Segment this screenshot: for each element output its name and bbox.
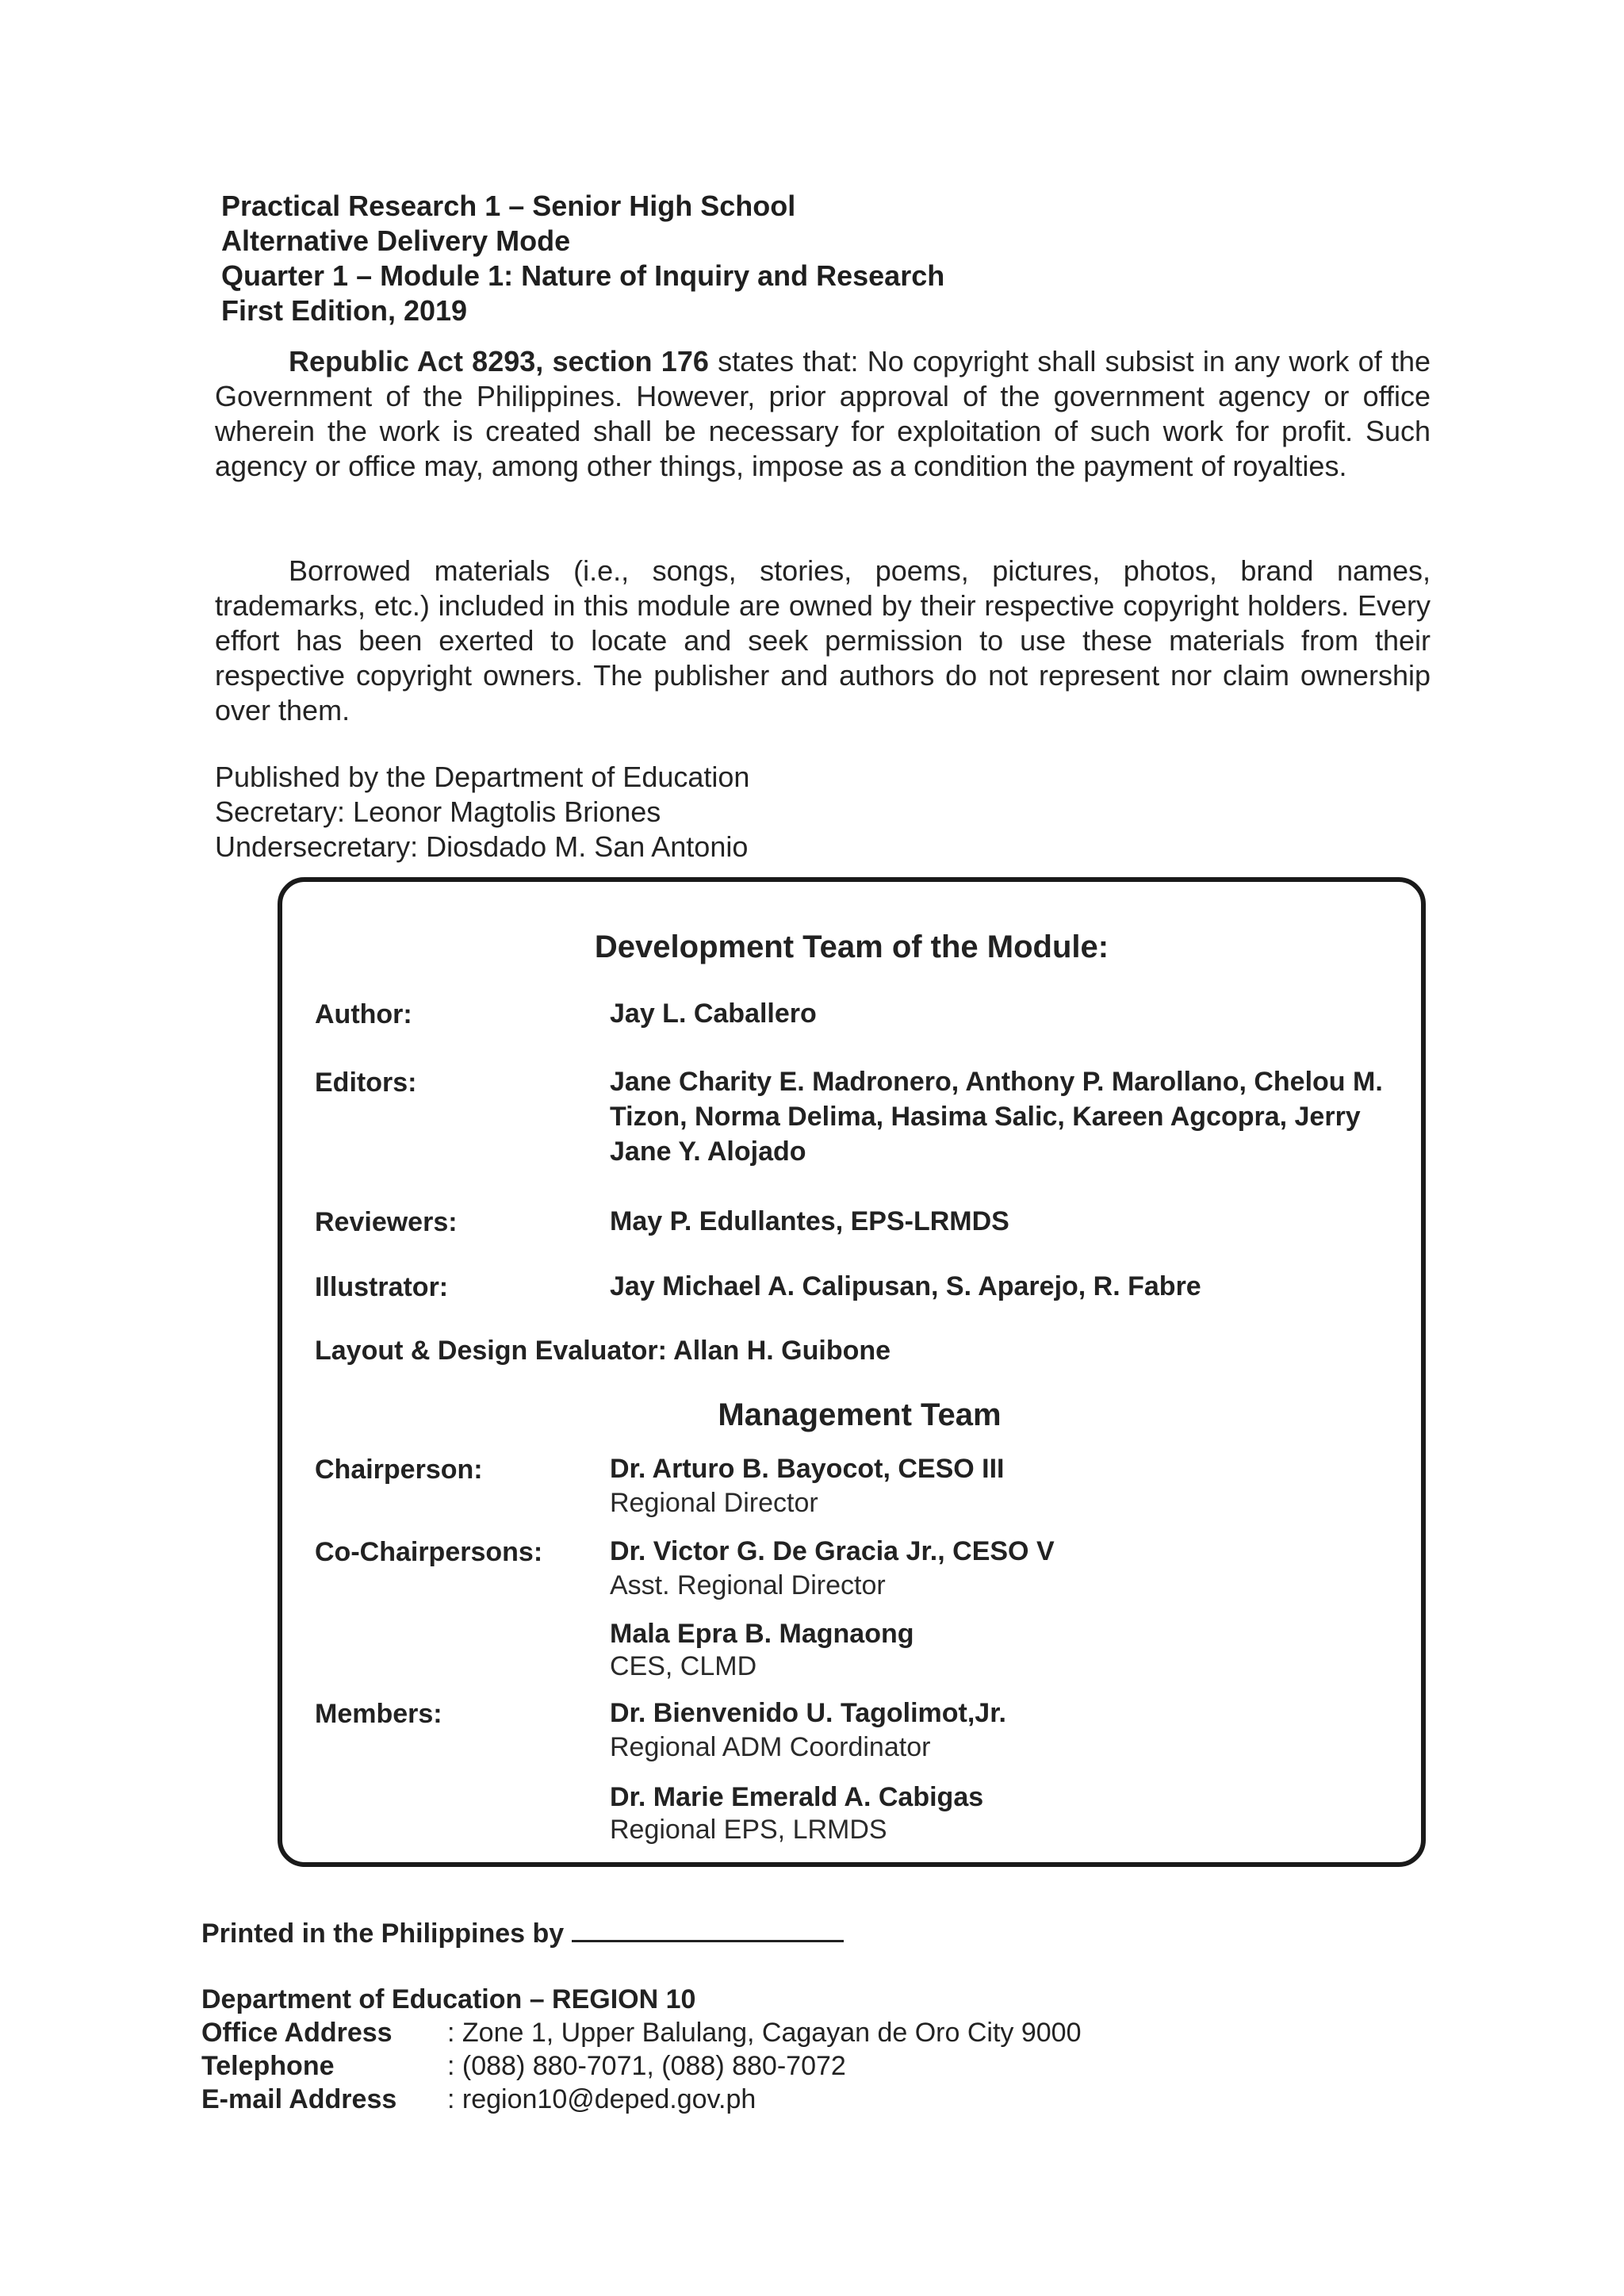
member-1-name: Dr. Bienvenido U. Tagolimot,Jr. — [610, 1698, 1007, 1728]
chairperson-label: Chairperson: — [315, 1455, 483, 1485]
printed-by-label: Printed in the Philippines by — [201, 1918, 565, 1949]
member-1-title: Regional ADM Coordinator — [610, 1732, 931, 1762]
printed-by-line — [201, 1916, 844, 1949]
delivery-mode: Alternative Delivery Mode — [221, 224, 571, 257]
development-team-box — [278, 877, 1426, 1867]
edition: First Edition, 2019 — [221, 294, 468, 327]
editors-label: Editors: — [315, 1068, 417, 1098]
published-by: Published by the Department of Education — [215, 761, 750, 793]
copyright-paragraph — [215, 344, 1431, 484]
illustrator-label: Illustrator: — [315, 1272, 449, 1302]
office-address-value: : Zone 1, Upper Balulang, Cagayan de Oro City 9000 — [447, 2018, 1082, 2048]
co-chairperson-2-title: CES, CLMD — [610, 1651, 757, 1681]
undersecretary: Undersecretary: Diosdado M. San Antonio — [215, 830, 749, 863]
printer-blank-line — [572, 1916, 844, 1942]
member-2-name: Dr. Marie Emerald A. Cabigas — [610, 1782, 984, 1812]
department-region: Department of Education – REGION 10 — [201, 1984, 696, 2014]
telephone-value: : (088) 880-7071, (088) 880-7072 — [447, 2051, 846, 2081]
module-title: Quarter 1 – Module 1: Nature of Inquiry and Research — [221, 259, 945, 292]
borrowed-materials-text: Borrowed materials (i.e., songs, stories, poems, pictures, photos, brand names, trademarks, etc.) included in this module are owned by their respective copyright holders. Every effort has been exerted to locate and seek permission to use these materials from their respective copyright owners. The publisher and authors do not represent nor claim ownership over them. — [215, 554, 1431, 726]
email-row — [201, 2083, 1081, 2116]
editors-names: Jane Charity E. Madronero, Anthony P. Marollano, Chelou M. Tizon, Norma Delima, Hasima Salic, Kareen Agcopra, Jerry Jane Y. Alojado — [610, 1067, 1383, 1167]
module-title-block — [221, 189, 944, 328]
office-address-row — [201, 2016, 1081, 2049]
reviewers-label: Reviewers: — [315, 1207, 458, 1237]
email-label: E-mail Address — [201, 2084, 397, 2114]
copyright-text: states that: No copyright shall subsist in any work of the Government of the Philippines. However, prior approval of the government agency or office wherein the work is created shall be necessary for exploitation of such work for profit. Such agency or office may, among other things, impose as a condition the payment of royalties. — [215, 345, 1431, 482]
telephone-row — [201, 2049, 1081, 2083]
author-label: Author: — [315, 999, 412, 1029]
layout-evaluator: Layout & Design Evaluator: Allan H. Guibone — [315, 1336, 891, 1366]
secretary: Secretary: Leonor Magtolis Briones — [215, 795, 661, 828]
office-address-label: Office Address — [201, 2018, 393, 2048]
republic-act-reference: Republic Act 8293, section 176 — [289, 345, 709, 378]
member-2-title: Regional EPS, LRMDS — [610, 1815, 887, 1845]
chairperson-name: Dr. Arturo B. Bayocot, CESO III — [610, 1454, 1005, 1484]
co-chairperson-1-title: Asst. Regional Director — [610, 1570, 886, 1600]
email-value: : region10@deped.gov.ph — [447, 2084, 756, 2114]
co-chairperson-2-name: Mala Epra B. Magnaong — [610, 1619, 914, 1649]
contact-block — [201, 1983, 1081, 2116]
illustrator-names: Jay Michael A. Calipusan, S. Aparejo, R. Fabre — [610, 1271, 1201, 1301]
development-team-heading: Development Team of the Module: — [594, 930, 1109, 964]
co-chairpersons-label: Co-Chairpersons: — [315, 1537, 543, 1567]
co-chairperson-1-name: Dr. Victor G. De Gracia Jr., CESO V — [610, 1536, 1055, 1566]
subject-title: Practical Research 1 – Senior High School — [221, 190, 796, 222]
reviewers-names: May P. Edullantes, EPS-LRMDS — [610, 1206, 1009, 1236]
publisher-block — [215, 760, 749, 864]
telephone-label: Telephone — [201, 2051, 335, 2081]
borrowed-materials-paragraph — [215, 554, 1431, 728]
author-name: Jay L. Caballero — [610, 999, 817, 1029]
chairperson-title: Regional Director — [610, 1488, 818, 1518]
management-team-heading: Management Team — [718, 1397, 1002, 1432]
members-label: Members: — [315, 1699, 442, 1729]
